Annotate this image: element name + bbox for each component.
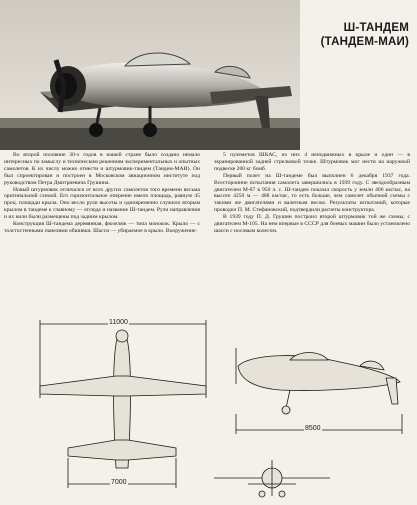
dimension-length: 8500 [305,425,321,432]
paragraph: 5 пулеметов ШКАС, из них 4 неподвижных в крыле и один — в экранированной задней стрелковой точке. Штурмовик мог нести на наружной подвеске 200 кг бомб. [214,152,410,172]
drawing-lines [0,318,417,500]
paragraph: Конструкция Ш-тандема деревянная, фюзеляж — типа монокок. Крыло — с толстостенными панелями обшивки. Шасси — убираемое в крыло. Вооружение: [4,221,200,234]
aircraft-photo [0,0,300,150]
dimension-span: 11000 [109,319,128,326]
text-column-left [4,152,200,235]
title-line-1: Ш-ТАНДЕМ [343,22,409,34]
title-line-2: (ТАНДЕМ-МАИ) [320,36,409,48]
paragraph: Первый полет на Ш-тандеме был выполнен 6 декабря 1937 года. Всесторонние испытания самолета завершились в 1939 году. С звездообразным двигателем М-87 в 950 л. с. Ш-тандем показал скорость у земли 406 км/час, на высоте 4250 м — 488 км/час, то есть больше, чем самолет обычной схемы с такими же двигателями и валетным весом. Результаты испытаний, которые проводил П. М. Стефановский, подтвердили расчеты конструктора. [214,172,410,214]
paragraph: Во второй половине 30-х годов в нашей стране было создано немало интересных по замыслу и техническим решениям экспериментальных и опытных самолетов. К их числу можно отнести и штурмовик-тандем (Тандем-МАИ). Он был спроектирован и построен в Московском авиационном институте под руководством Петра Дмитриевича Грушина. [4,152,200,186]
text-column-right [214,152,410,235]
paragraph: В 1939 году П. Д. Грушин построил второй штурмовик той же схемы, с двигателем М-105. На нем впервые в СССР для боевых машин было установлено шасси с носовым колесом. [214,214,410,234]
technical-drawings [0,318,417,500]
dimension-tail-span: 7000 [111,479,127,486]
article-title [305,21,409,49]
paragraph: Новый штурмовик отличался от всех других самолетов того времени весьма оригинальной схемой. Его горизонтальное оперение имело площадь, равную 45 проц. площади крыла. Оно весло рули высоты и одновременно служило вторым крылом в тандеме к главному — отсюда и название Ш-тандем. Рули направления и их кили были размещены под задним крылом. [4,186,200,221]
